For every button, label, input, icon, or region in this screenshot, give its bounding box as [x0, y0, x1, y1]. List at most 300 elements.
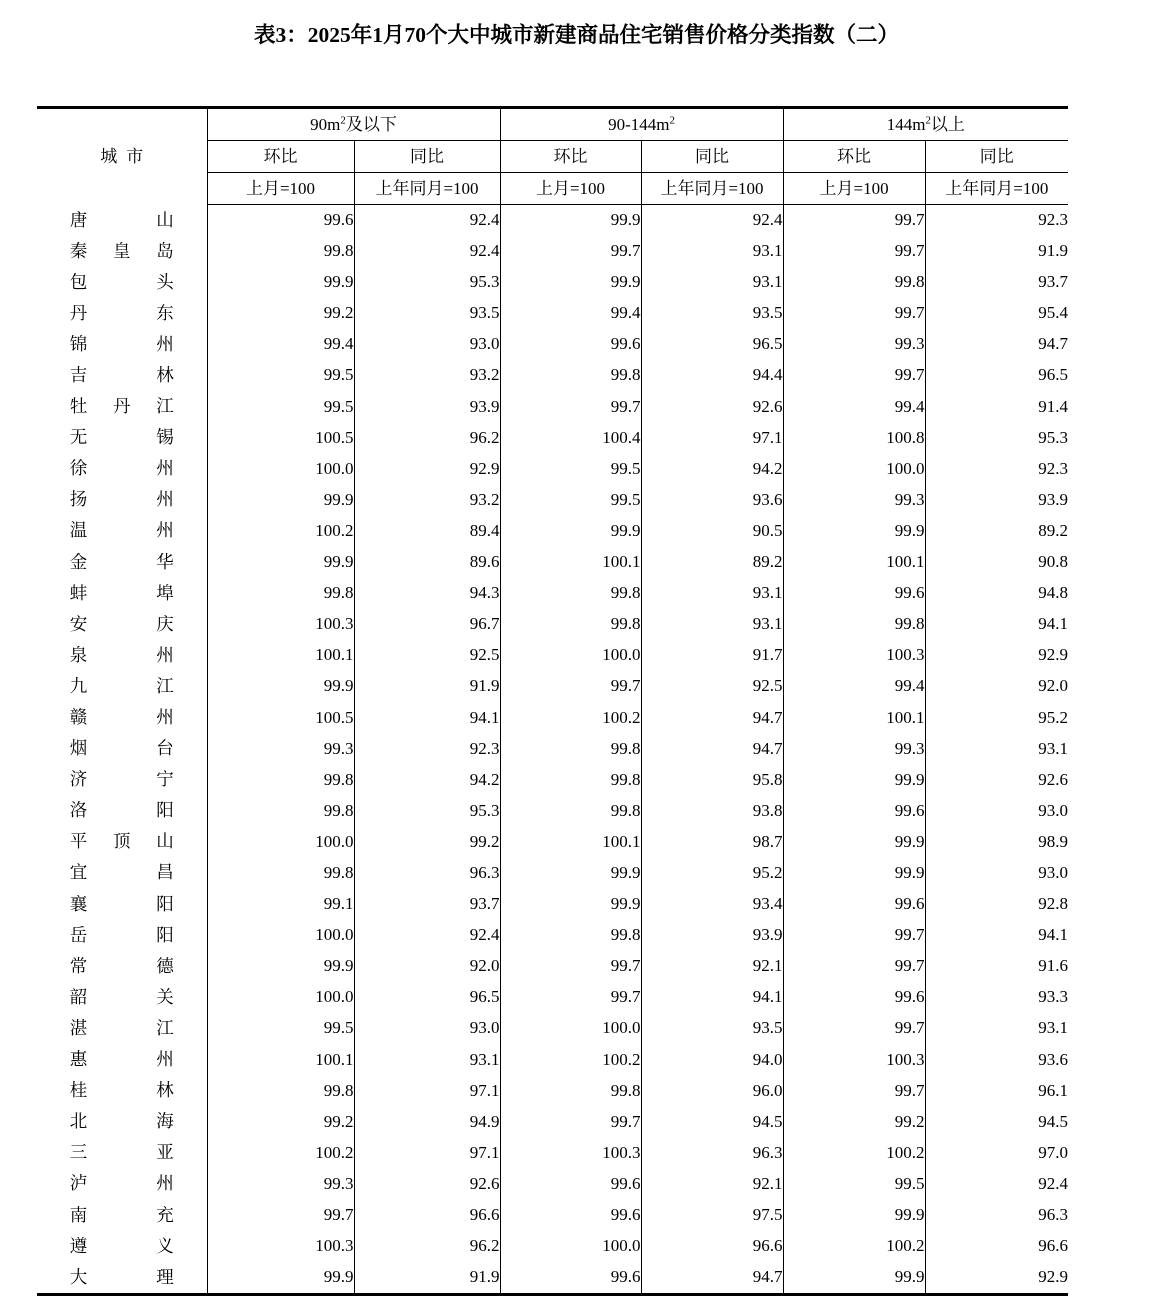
value-gt144-mom: 99.6 — [783, 795, 925, 826]
city-name-cell — [37, 1137, 207, 1168]
value-90to144-yoy: 94.4 — [641, 360, 783, 391]
table-row — [37, 857, 1068, 888]
value-gt144-yoy: 93.3 — [925, 982, 1068, 1013]
table-row — [37, 422, 1068, 453]
city-name-label: 桂林 — [69, 1080, 174, 1101]
city-name-label: 赣州 — [69, 707, 174, 727]
value-90to144-yoy: 93.1 — [641, 267, 783, 298]
city-name-label: 无锡 — [69, 427, 174, 448]
city-name-label: 锦州 — [69, 333, 174, 354]
table-row — [37, 205, 1068, 236]
value-90to144-mom: 99.8 — [500, 360, 641, 391]
city-name-label: 襄阳 — [69, 893, 174, 914]
value-le90-mom: 99.2 — [207, 298, 354, 329]
value-le90-yoy: 91.9 — [354, 671, 500, 702]
value-le90-mom: 99.7 — [207, 1200, 354, 1231]
table-row — [37, 484, 1068, 515]
value-le90-mom: 99.9 — [207, 951, 354, 982]
value-gt144-mom: 100.3 — [783, 1044, 925, 1075]
table-row — [37, 920, 1068, 951]
value-gt144-mom: 99.7 — [783, 360, 925, 391]
city-name-label: 南充 — [69, 1204, 174, 1225]
page-title — [0, 0, 1153, 49]
city-name-label: 金华 — [69, 551, 174, 572]
value-90to144-mom: 99.7 — [500, 951, 641, 982]
city-name-label: 韶关 — [69, 986, 174, 1007]
table-row — [37, 982, 1068, 1013]
value-90to144-yoy: 91.7 — [641, 640, 783, 671]
value-90to144-yoy: 92.1 — [641, 951, 783, 982]
value-90to144-yoy: 98.7 — [641, 826, 783, 857]
value-90to144-yoy: 93.6 — [641, 484, 783, 515]
city-name-cell — [37, 515, 207, 546]
group-label-le90-tail: 及以下 — [345, 115, 397, 134]
value-le90-mom: 99.3 — [207, 1168, 354, 1199]
value-gt144-mom: 99.3 — [783, 329, 925, 360]
value-90to144-mom: 100.3 — [500, 1137, 641, 1168]
value-90to144-mom: 99.8 — [500, 920, 641, 951]
value-gt144-mom: 99.8 — [783, 267, 925, 298]
value-gt144-mom: 99.3 — [783, 733, 925, 764]
value-gt144-yoy: 93.6 — [925, 1044, 1068, 1075]
value-le90-yoy: 93.9 — [354, 391, 500, 422]
city-name-cell — [37, 671, 207, 702]
value-le90-yoy: 89.4 — [354, 515, 500, 546]
value-gt144-yoy: 93.0 — [925, 857, 1068, 888]
value-le90-mom: 100.1 — [207, 1044, 354, 1075]
value-gt144-yoy: 93.0 — [925, 795, 1068, 826]
city-name-cell — [37, 360, 207, 391]
value-le90-mom: 100.2 — [207, 515, 354, 546]
value-gt144-yoy: 90.8 — [925, 547, 1068, 578]
value-90to144-yoy: 94.2 — [641, 453, 783, 484]
city-name-cell — [37, 422, 207, 453]
city-name-label: 丹东 — [69, 302, 174, 323]
value-le90-yoy: 95.3 — [354, 267, 500, 298]
value-le90-mom: 100.5 — [207, 422, 354, 453]
value-90to144-mom: 99.5 — [500, 453, 641, 484]
value-90to144-yoy: 94.1 — [641, 982, 783, 1013]
unit-header-le90-mom: 上月=100 — [207, 173, 354, 205]
value-le90-yoy: 92.5 — [354, 640, 500, 671]
unit-header-90to144-yoy: 上年同月=100 — [641, 173, 783, 205]
table-row — [37, 1013, 1068, 1044]
value-gt144-mom: 99.6 — [783, 889, 925, 920]
value-90to144-yoy: 93.8 — [641, 795, 783, 826]
value-le90-yoy: 94.1 — [354, 702, 500, 733]
subheader-gt144-mom: 环比 — [783, 141, 925, 173]
group-label-gt144-main: 144m — [886, 115, 926, 134]
value-90to144-yoy: 94.5 — [641, 1106, 783, 1137]
value-90to144-mom: 100.0 — [500, 1013, 641, 1044]
table-row — [37, 1106, 1068, 1137]
value-gt144-yoy: 92.6 — [925, 764, 1068, 795]
table-row — [37, 764, 1068, 795]
table-row — [37, 1262, 1068, 1295]
value-gt144-mom: 99.9 — [783, 826, 925, 857]
city-name-cell — [37, 889, 207, 920]
value-gt144-yoy: 94.7 — [925, 329, 1068, 360]
table-row — [37, 515, 1068, 546]
city-name-label: 秦皇岛 — [69, 240, 174, 261]
unit-header-gt144-mom: 上月=100 — [783, 173, 925, 205]
city-name-label: 宜昌 — [69, 862, 174, 883]
value-le90-mom: 100.5 — [207, 702, 354, 733]
city-name-label: 湛江 — [69, 1017, 174, 1038]
value-le90-mom: 99.9 — [207, 1262, 354, 1295]
table-row — [37, 1075, 1068, 1106]
value-90to144-mom: 99.7 — [500, 982, 641, 1013]
value-le90-yoy: 96.2 — [354, 1231, 500, 1262]
value-gt144-mom: 99.7 — [783, 205, 925, 236]
city-name-label: 泉州 — [69, 644, 174, 665]
city-name-cell — [37, 857, 207, 888]
group-label-gt144-sup: 2 — [925, 114, 931, 127]
value-90to144-mom: 99.4 — [500, 298, 641, 329]
value-gt144-mom: 99.9 — [783, 515, 925, 546]
value-le90-mom: 99.8 — [207, 1075, 354, 1106]
value-le90-yoy: 96.5 — [354, 982, 500, 1013]
city-name-cell — [37, 267, 207, 298]
value-gt144-mom: 99.3 — [783, 484, 925, 515]
group-label-gt144-tail: 以上 — [930, 115, 965, 134]
value-90to144-mom: 100.0 — [500, 640, 641, 671]
city-name-cell — [37, 764, 207, 795]
value-gt144-yoy: 96.3 — [925, 1200, 1068, 1231]
table-row — [37, 733, 1068, 764]
table-row — [37, 640, 1068, 671]
column-group-header-le90 — [207, 108, 500, 141]
value-le90-yoy: 92.4 — [354, 205, 500, 236]
value-90to144-mom: 99.6 — [500, 1200, 641, 1231]
value-gt144-mom: 100.2 — [783, 1231, 925, 1262]
table-row — [37, 1200, 1068, 1231]
value-gt144-mom: 99.7 — [783, 920, 925, 951]
value-90to144-yoy: 96.3 — [641, 1137, 783, 1168]
value-gt144-yoy: 96.6 — [925, 1231, 1068, 1262]
city-name-label: 泸州 — [69, 1173, 174, 1194]
value-le90-mom: 100.2 — [207, 1137, 354, 1168]
table-row — [37, 1137, 1068, 1168]
value-90to144-mom: 100.4 — [500, 422, 641, 453]
value-90to144-mom: 99.7 — [500, 391, 641, 422]
value-90to144-mom: 99.8 — [500, 733, 641, 764]
value-90to144-mom: 99.9 — [500, 267, 641, 298]
table-row — [37, 671, 1068, 702]
price-index-table — [37, 106, 1068, 1296]
table-header — [37, 108, 1068, 205]
value-90to144-yoy: 92.6 — [641, 391, 783, 422]
table-row — [37, 702, 1068, 733]
city-name-cell — [37, 1075, 207, 1106]
value-90to144-mom: 100.1 — [500, 547, 641, 578]
group-label-90to144-sup: 2 — [669, 114, 675, 127]
value-90to144-mom: 99.5 — [500, 484, 641, 515]
value-le90-yoy: 97.1 — [354, 1075, 500, 1106]
city-name-label: 唐山 — [69, 209, 174, 230]
group-label-le90-main: 90m — [310, 115, 341, 134]
value-90to144-mom: 99.9 — [500, 889, 641, 920]
value-le90-yoy: 92.4 — [354, 920, 500, 951]
value-90to144-mom: 99.8 — [500, 764, 641, 795]
value-gt144-yoy: 92.0 — [925, 671, 1068, 702]
value-gt144-mom: 99.6 — [783, 982, 925, 1013]
value-90to144-mom: 99.7 — [500, 1106, 641, 1137]
table-body — [37, 205, 1068, 1295]
value-90to144-mom: 99.8 — [500, 578, 641, 609]
value-90to144-yoy: 89.2 — [641, 547, 783, 578]
value-90to144-mom: 99.9 — [500, 515, 641, 546]
city-name-cell — [37, 733, 207, 764]
city-name-label: 安庆 — [69, 613, 174, 634]
value-gt144-mom: 100.8 — [783, 422, 925, 453]
value-gt144-mom: 99.7 — [783, 1075, 925, 1106]
city-name-cell — [37, 547, 207, 578]
value-le90-mom: 99.9 — [207, 484, 354, 515]
subheader-le90-mom: 环比 — [207, 141, 354, 173]
table-row — [37, 329, 1068, 360]
value-le90-mom: 99.1 — [207, 889, 354, 920]
city-name-label: 三亚 — [69, 1142, 174, 1163]
table-row — [37, 236, 1068, 267]
table-row — [37, 826, 1068, 857]
city-name-cell — [37, 1200, 207, 1231]
value-90to144-yoy: 92.1 — [641, 1168, 783, 1199]
value-le90-mom: 100.1 — [207, 640, 354, 671]
city-name-cell — [37, 1231, 207, 1262]
value-le90-yoy: 92.4 — [354, 236, 500, 267]
value-gt144-mom: 99.9 — [783, 764, 925, 795]
city-name-label: 北海 — [69, 1111, 174, 1132]
value-gt144-yoy: 96.5 — [925, 360, 1068, 391]
value-gt144-yoy: 93.1 — [925, 733, 1068, 764]
value-le90-yoy: 93.1 — [354, 1044, 500, 1075]
value-gt144-yoy: 94.8 — [925, 578, 1068, 609]
city-name-label: 岳阳 — [69, 924, 174, 945]
value-90to144-yoy: 94.0 — [641, 1044, 783, 1075]
group-label-90to144-main: 90-144m — [608, 115, 670, 134]
value-90to144-mom: 99.6 — [500, 1168, 641, 1199]
value-le90-yoy: 97.1 — [354, 1137, 500, 1168]
value-le90-mom: 100.3 — [207, 1231, 354, 1262]
subheader-gt144-yoy: 同比 — [925, 141, 1068, 173]
value-90to144-mom: 100.2 — [500, 1044, 641, 1075]
price-index-table-container — [37, 106, 1068, 1296]
value-90to144-yoy: 96.0 — [641, 1075, 783, 1106]
table-row — [37, 547, 1068, 578]
city-name-label: 蚌埠 — [69, 582, 174, 603]
value-le90-yoy: 93.2 — [354, 360, 500, 391]
value-90to144-yoy: 94.7 — [641, 1262, 783, 1295]
value-gt144-mom: 99.2 — [783, 1106, 925, 1137]
table-row — [37, 609, 1068, 640]
value-gt144-mom: 100.1 — [783, 547, 925, 578]
value-le90-yoy: 92.6 — [354, 1168, 500, 1199]
value-90to144-yoy: 92.5 — [641, 671, 783, 702]
city-name-label: 包头 — [69, 271, 174, 292]
city-name-cell — [37, 205, 207, 236]
value-90to144-mom: 99.7 — [500, 671, 641, 702]
city-name-cell — [37, 702, 207, 733]
city-name-label: 牡丹江 — [69, 396, 174, 417]
subheader-le90-yoy: 同比 — [354, 141, 500, 173]
value-le90-mom: 99.8 — [207, 764, 354, 795]
value-le90-mom: 100.0 — [207, 826, 354, 857]
value-le90-mom: 99.6 — [207, 205, 354, 236]
value-le90-yoy: 93.2 — [354, 484, 500, 515]
value-le90-yoy: 93.0 — [354, 329, 500, 360]
value-90to144-mom: 99.9 — [500, 205, 641, 236]
value-90to144-yoy: 97.5 — [641, 1200, 783, 1231]
value-le90-mom: 99.5 — [207, 360, 354, 391]
city-name-cell — [37, 298, 207, 329]
city-name-label: 常德 — [69, 955, 174, 976]
value-gt144-mom: 99.5 — [783, 1168, 925, 1199]
value-90to144-yoy: 94.7 — [641, 702, 783, 733]
value-le90-mom: 99.4 — [207, 329, 354, 360]
unit-header-le90-yoy: 上年同月=100 — [354, 173, 500, 205]
value-le90-yoy: 91.9 — [354, 1262, 500, 1295]
value-le90-mom: 99.9 — [207, 671, 354, 702]
value-gt144-yoy: 91.6 — [925, 951, 1068, 982]
value-90to144-mom: 99.7 — [500, 236, 641, 267]
city-name-cell — [37, 578, 207, 609]
value-gt144-yoy: 96.1 — [925, 1075, 1068, 1106]
value-gt144-yoy: 95.2 — [925, 702, 1068, 733]
value-90to144-yoy: 95.2 — [641, 857, 783, 888]
value-le90-mom: 99.5 — [207, 1013, 354, 1044]
city-name-label: 九江 — [69, 675, 174, 696]
city-name-cell — [37, 329, 207, 360]
city-name-cell — [37, 236, 207, 267]
value-gt144-yoy: 91.9 — [925, 236, 1068, 267]
value-le90-mom: 99.9 — [207, 267, 354, 298]
value-90to144-mom: 99.8 — [500, 1075, 641, 1106]
value-gt144-yoy: 94.1 — [925, 609, 1068, 640]
value-90to144-yoy: 92.4 — [641, 205, 783, 236]
value-gt144-mom: 99.4 — [783, 671, 925, 702]
unit-header-gt144-yoy: 上年同月=100 — [925, 173, 1068, 205]
value-90to144-yoy: 93.1 — [641, 578, 783, 609]
value-gt144-yoy: 92.9 — [925, 1262, 1068, 1295]
value-gt144-mom: 99.9 — [783, 1262, 925, 1295]
value-gt144-yoy: 97.0 — [925, 1137, 1068, 1168]
value-90to144-yoy: 96.6 — [641, 1231, 783, 1262]
city-name-cell — [37, 609, 207, 640]
city-name-cell — [37, 920, 207, 951]
city-name-label: 平顶山 — [69, 831, 174, 852]
value-gt144-mom: 99.7 — [783, 298, 925, 329]
value-le90-mom: 100.3 — [207, 609, 354, 640]
value-le90-mom: 100.0 — [207, 453, 354, 484]
table-row — [37, 795, 1068, 826]
table-row — [37, 578, 1068, 609]
city-name-cell — [37, 1106, 207, 1137]
value-le90-yoy: 96.3 — [354, 857, 500, 888]
value-gt144-yoy: 92.8 — [925, 889, 1068, 920]
value-90to144-yoy: 93.1 — [641, 609, 783, 640]
city-name-cell — [37, 1044, 207, 1075]
city-name-label: 徐州 — [69, 458, 174, 479]
value-le90-yoy: 99.2 — [354, 826, 500, 857]
city-name-label: 扬州 — [69, 489, 174, 510]
city-name-cell — [37, 1013, 207, 1044]
value-le90-mom: 100.0 — [207, 982, 354, 1013]
value-90to144-yoy: 95.8 — [641, 764, 783, 795]
city-name-cell — [37, 1262, 207, 1295]
value-90to144-mom: 99.8 — [500, 609, 641, 640]
value-le90-yoy: 96.6 — [354, 1200, 500, 1231]
value-90to144-mom: 99.6 — [500, 1262, 641, 1295]
value-90to144-yoy: 93.1 — [641, 236, 783, 267]
value-90to144-yoy: 97.1 — [641, 422, 783, 453]
value-gt144-mom: 99.6 — [783, 578, 925, 609]
page-title-text: 表3：2025年1月70个大中城市新建商品住宅销售价格分类指数（二） — [253, 23, 899, 47]
value-gt144-mom: 99.9 — [783, 857, 925, 888]
value-le90-yoy: 96.2 — [354, 422, 500, 453]
value-gt144-yoy: 93.1 — [925, 1013, 1068, 1044]
table-row — [37, 391, 1068, 422]
table-row — [37, 1044, 1068, 1075]
city-name-label: 济宁 — [69, 769, 174, 790]
value-le90-yoy: 94.9 — [354, 1106, 500, 1137]
city-name-cell — [37, 453, 207, 484]
value-le90-mom: 99.8 — [207, 857, 354, 888]
value-gt144-yoy: 94.1 — [925, 920, 1068, 951]
subheader-90to144-mom: 环比 — [500, 141, 641, 173]
value-gt144-yoy: 89.2 — [925, 515, 1068, 546]
value-90to144-yoy: 93.5 — [641, 1013, 783, 1044]
value-le90-yoy: 93.0 — [354, 1013, 500, 1044]
value-gt144-yoy: 92.4 — [925, 1168, 1068, 1199]
value-90to144-mom: 99.9 — [500, 857, 641, 888]
city-name-label: 烟台 — [69, 738, 174, 759]
value-90to144-mom: 100.2 — [500, 702, 641, 733]
column-header-city: 城市 — [37, 108, 207, 205]
value-gt144-yoy: 92.3 — [925, 453, 1068, 484]
city-name-label: 温州 — [69, 520, 174, 541]
value-le90-yoy: 92.0 — [354, 951, 500, 982]
value-le90-yoy: 95.3 — [354, 795, 500, 826]
value-le90-mom: 100.0 — [207, 920, 354, 951]
value-gt144-yoy: 91.4 — [925, 391, 1068, 422]
value-90to144-yoy: 93.5 — [641, 298, 783, 329]
header-row-groups — [37, 108, 1068, 141]
value-gt144-mom: 99.7 — [783, 1013, 925, 1044]
value-le90-mom: 99.9 — [207, 547, 354, 578]
city-name-cell — [37, 484, 207, 515]
value-le90-mom: 99.3 — [207, 733, 354, 764]
value-90to144-yoy: 90.5 — [641, 515, 783, 546]
value-90to144-mom: 99.8 — [500, 795, 641, 826]
value-le90-mom: 99.2 — [207, 1106, 354, 1137]
table-row — [37, 889, 1068, 920]
value-gt144-mom: 100.0 — [783, 453, 925, 484]
table-row — [37, 298, 1068, 329]
value-gt144-yoy: 92.3 — [925, 205, 1068, 236]
value-gt144-mom: 100.1 — [783, 702, 925, 733]
value-90to144-yoy: 93.4 — [641, 889, 783, 920]
value-le90-yoy: 89.6 — [354, 547, 500, 578]
city-name-cell — [37, 826, 207, 857]
value-le90-yoy: 92.9 — [354, 453, 500, 484]
value-gt144-mom: 100.3 — [783, 640, 925, 671]
city-name-cell — [37, 1168, 207, 1199]
value-le90-mom: 99.8 — [207, 236, 354, 267]
value-gt144-yoy: 93.7 — [925, 267, 1068, 298]
value-gt144-yoy: 95.3 — [925, 422, 1068, 453]
unit-header-90to144-mom: 上月=100 — [500, 173, 641, 205]
